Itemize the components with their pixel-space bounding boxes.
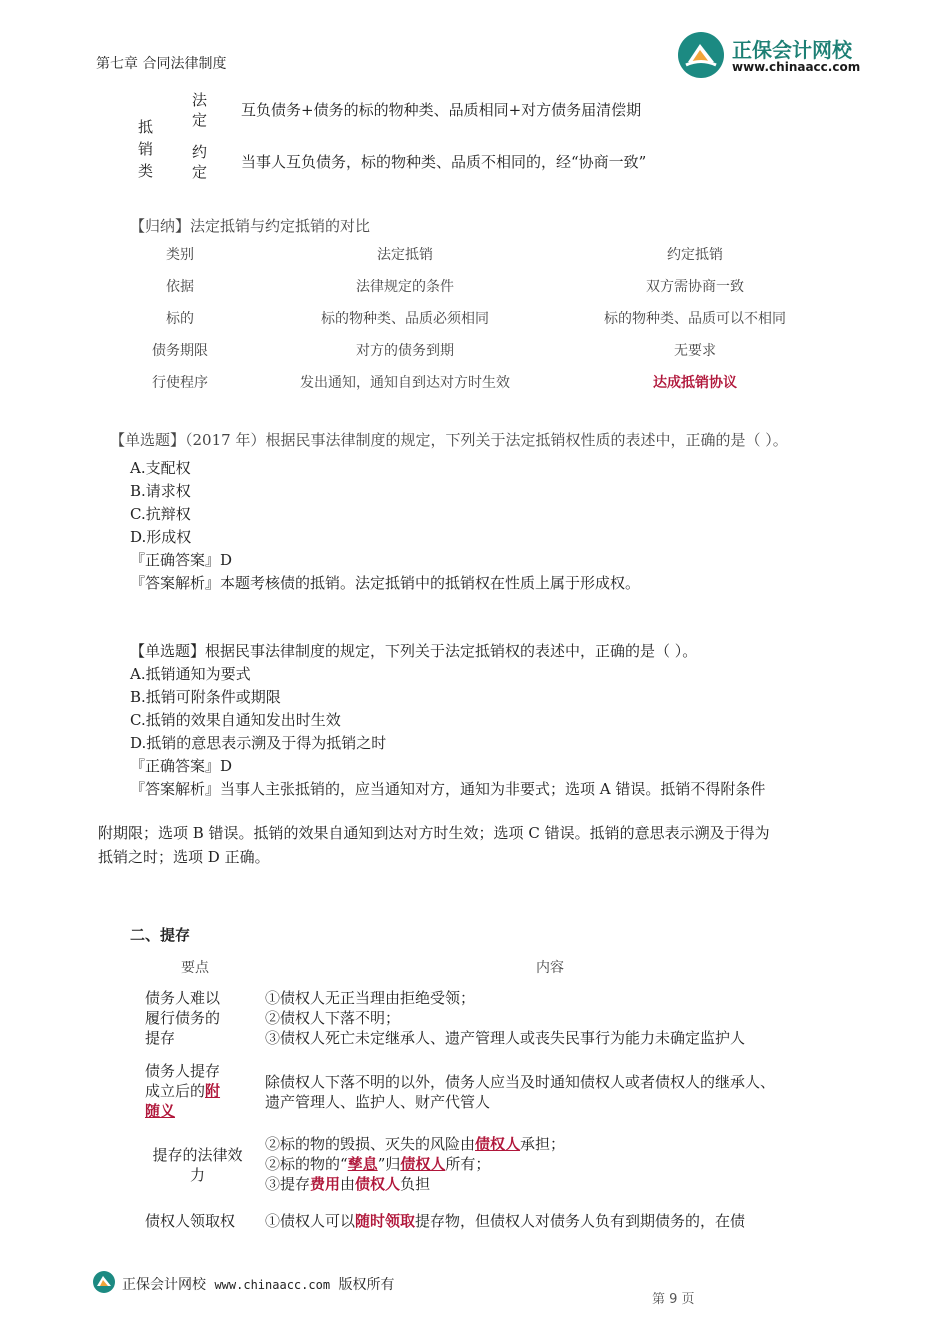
q1-options bbox=[130, 457, 640, 595]
type-agreed-desc: 当事人互负债务，标的物种类、品质不相同的，经“协商一致” bbox=[241, 153, 647, 171]
offset-type-table bbox=[130, 88, 730, 180]
summary-cell: 达成抵销协议 bbox=[653, 375, 737, 391]
summary-header-legal: 法定抵销 bbox=[377, 247, 433, 263]
q2-analysis-cont: 抵销之时；选项 D 正确。 bbox=[98, 848, 270, 866]
summary-heading: 【归纳】法定抵销与约定抵销的对比 bbox=[130, 217, 371, 235]
q2 bbox=[130, 640, 765, 801]
deposit-row-3-content: ②标的物的毁损、灭失的风险由债权人承担； ②标的物的“孳息”归债权人所有； ③提存费用由债权人负担 bbox=[265, 1135, 566, 1193]
summary-header-agreed: 约定抵销 bbox=[667, 247, 723, 263]
deposit-row-2-content: 除债权人下落不明的以外，债务人应当及时通知债权人或者债权人的继承人、 遗产管理人、监护人、财产代管人 bbox=[265, 1073, 776, 1111]
logo-name: 正保会计网校 bbox=[732, 38, 852, 62]
footer bbox=[92, 1270, 872, 1307]
summary-table bbox=[130, 244, 850, 394]
summary-cell: 标的物种类、品质可以不相同 bbox=[604, 311, 786, 327]
q1-option: A.支配权 bbox=[130, 459, 191, 477]
summary-cell: 标的物种类、品质必须相同 bbox=[321, 311, 489, 327]
q2-answer: 『正确答案』D bbox=[130, 757, 233, 775]
deposit-heading: 二、提存 bbox=[130, 926, 191, 944]
q1-answer: 『正确答案』D bbox=[130, 551, 233, 569]
deposit-row-4-key: 债权人领取权 bbox=[145, 1212, 236, 1230]
q2-option: B.抵销可附条件或期限 bbox=[130, 688, 281, 706]
footer-brand: 正保会计网校 bbox=[122, 1277, 206, 1293]
summary-cell: 发出通知，通知自到达对方时生效 bbox=[300, 375, 510, 391]
summary-cell: 标的 bbox=[166, 311, 194, 327]
deposit-row-3-key: 提存的法律效 力 bbox=[152, 1146, 243, 1184]
deposit-row-1-content: ①债权人无正当理由拒绝受领； ②债权人下落不明； ③债权人死亡未定继承人、遗产管理人或丧失民事行为能力未确定监护人 bbox=[265, 989, 746, 1047]
footer-page: 第 9 页 bbox=[652, 1292, 695, 1307]
deposit-row-4-content: ①债权人可以随时领取提存物，但债权人对债务人负有到期债务的，在债 bbox=[265, 1212, 746, 1230]
q1-stem: 【单选题】（2017 年）根据民事法律制度的规定，下列关于法定抵销权性质的表述中，正确的是（ ）。 bbox=[110, 431, 788, 449]
footer-url: www.chinaacc.com bbox=[214, 1278, 331, 1292]
q2-option: A.抵销通知为要式 bbox=[130, 665, 251, 683]
q1-option: B.请求权 bbox=[130, 482, 191, 500]
deposit-header-content: 内容 bbox=[536, 960, 564, 976]
summary-cell: 对方的债务到期 bbox=[356, 343, 454, 359]
summary-header-category: 类别 bbox=[166, 247, 194, 263]
q2-option: C.抵销的效果自通知发出时生效 bbox=[130, 711, 341, 729]
logo bbox=[678, 30, 868, 80]
header-chapter-title: 第七章 合同法律制度 bbox=[96, 56, 227, 72]
footer-logo-icon bbox=[92, 1270, 116, 1294]
q2-option: D.抵销的意思表示溯及于得为抵销之时 bbox=[130, 734, 387, 752]
q2-stem: 【单选题】根据民事法律制度的规定，下列关于法定抵销权的表述中，正确的是（ ）。 bbox=[130, 642, 698, 660]
summary-cell: 行使程序 bbox=[152, 375, 208, 391]
summary-cell: 无要求 bbox=[674, 343, 716, 359]
type-legal: 法定 bbox=[192, 91, 208, 129]
group-label: 抵销类 bbox=[138, 118, 154, 180]
summary-cell: 法律规定的条件 bbox=[356, 279, 454, 295]
footer-rights: 版权所有 bbox=[338, 1277, 395, 1293]
type-legal-desc: 互负债务+债务的标的物种类、品质相同+对方债务届清偿期 bbox=[241, 101, 642, 119]
summary-cell: 债务期限 bbox=[152, 343, 208, 359]
deposit-row-2-key: 债务人提存 成立后的附 随义 bbox=[145, 1062, 221, 1120]
q1-option: D.形成权 bbox=[130, 528, 192, 546]
deposit-row-1-key: 债务人难以 履行债务的 提存 bbox=[145, 989, 221, 1047]
q1-analysis: 『答案解析』本题考核债的抵销。法定抵销中的抵销权在性质上属于形成权。 bbox=[130, 574, 641, 592]
q1-option: C.抗辩权 bbox=[130, 505, 191, 523]
type-agreed: 约定 bbox=[192, 143, 208, 181]
logo-icon bbox=[678, 32, 724, 78]
summary-cell: 双方需协商一致 bbox=[646, 279, 744, 295]
deposit-header-key: 要点 bbox=[181, 960, 209, 976]
q2-analysis-cont: 附期限；选项 B 错误。抵销的效果自通知到达对方时生效；选项 C 错误。抵销的意思表示溯及于得为 bbox=[98, 824, 770, 842]
q2-analysis: 『答案解析』当事人主张抵销的，应当通知对方，通知为非要式；选项 A 错误。抵销不得附条件 bbox=[130, 780, 766, 798]
summary-cell: 依据 bbox=[166, 279, 194, 295]
logo-url: www.chinaacc.com bbox=[732, 60, 861, 74]
